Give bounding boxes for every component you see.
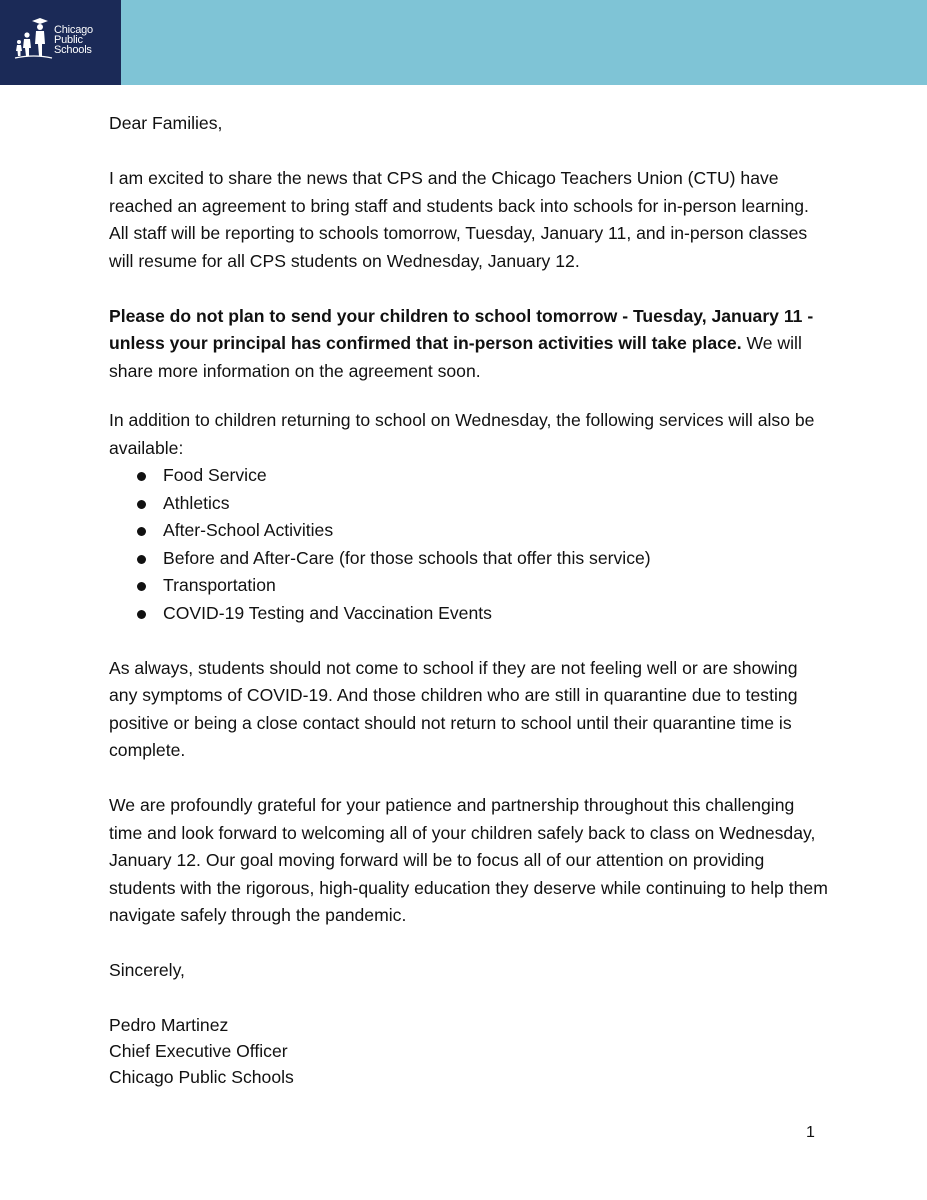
logo-wordmark	[54, 25, 93, 55]
service-label: Food Service	[163, 465, 267, 485]
paragraph-health: As always, students should not come to school if they are not feeling well or are showing any symptoms of COVID-19. And those children who are still in quarantine due to testing positive or being a close contact should not return to school until their quarantine time is complete.	[109, 657, 798, 760]
cps-logo	[0, 0, 121, 85]
signer-name: Pedro Martinez	[109, 1015, 229, 1035]
service-label: Athletics	[163, 492, 230, 513]
service-label: Before and After-Care (for those schools that offer this service)	[163, 547, 651, 568]
list-item	[109, 490, 829, 518]
services-list	[109, 462, 829, 627]
service-label: Transportation	[163, 575, 276, 595]
letter-body	[109, 110, 829, 1090]
logo-line-3: Schools	[54, 44, 92, 56]
logo-line-1: Chicago	[54, 24, 93, 36]
list-item	[109, 545, 829, 573]
service-label: COVID-19 Testing and Vaccination Events	[163, 602, 492, 623]
header-band	[0, 0, 927, 85]
paragraph-services-intro: In addition to children returning to school on Wednesday, the following services will also be available:	[109, 410, 815, 458]
paragraph-notice	[109, 303, 829, 386]
list-item	[109, 517, 829, 545]
paragraph-agreement: I am excited to share the news that CPS and the Chicago Teachers Union (CTU) have reached an agreement to bring staff and students back into schools for in-person learning. All staff will be reporting to schools tomorrow, Tuesday, January 11, and in-person classes will resume for all CPS students on Wednesday, January 12.	[109, 168, 809, 271]
family-figures-icon	[14, 16, 54, 60]
notice-rest-text: We will share more information on the agreement soon.	[109, 333, 802, 381]
paragraph-gratitude: We are profoundly grateful for your patience and partnership throughout this challenging time and look forward to welcoming all of your children safely back to class on Wednesday, January 12. Our goal moving forward will be to focus all of our attention on providing students with the rigorous, high-quality education they deserve while continuing to help them navigate safely through the pandemic.	[109, 795, 828, 925]
signer-org: Chicago Public Schools	[109, 1067, 294, 1087]
salutation: Dear Families,	[109, 113, 223, 133]
list-item	[109, 572, 829, 600]
bullet-icon	[137, 472, 146, 481]
bullet-icon	[137, 500, 146, 509]
closing: Sincerely,	[109, 960, 185, 980]
page-number: 1	[806, 1124, 815, 1141]
logo-line-2: Public	[54, 34, 83, 46]
bullet-icon	[137, 582, 146, 591]
bullet-icon	[137, 555, 146, 564]
signer-title: Chief Executive Officer	[109, 1041, 288, 1061]
service-label: After-School Activities	[163, 520, 334, 540]
signature-block	[109, 1012, 829, 1090]
list-item	[109, 600, 829, 628]
bullet-icon	[137, 527, 146, 536]
list-item	[109, 462, 829, 490]
bullet-icon	[137, 610, 146, 619]
notice-bold-text: Please do not plan to send your children to school tomorrow - Tuesday, January 11 - unless your principal has confirmed that in-person activities will take place.	[109, 305, 814, 353]
